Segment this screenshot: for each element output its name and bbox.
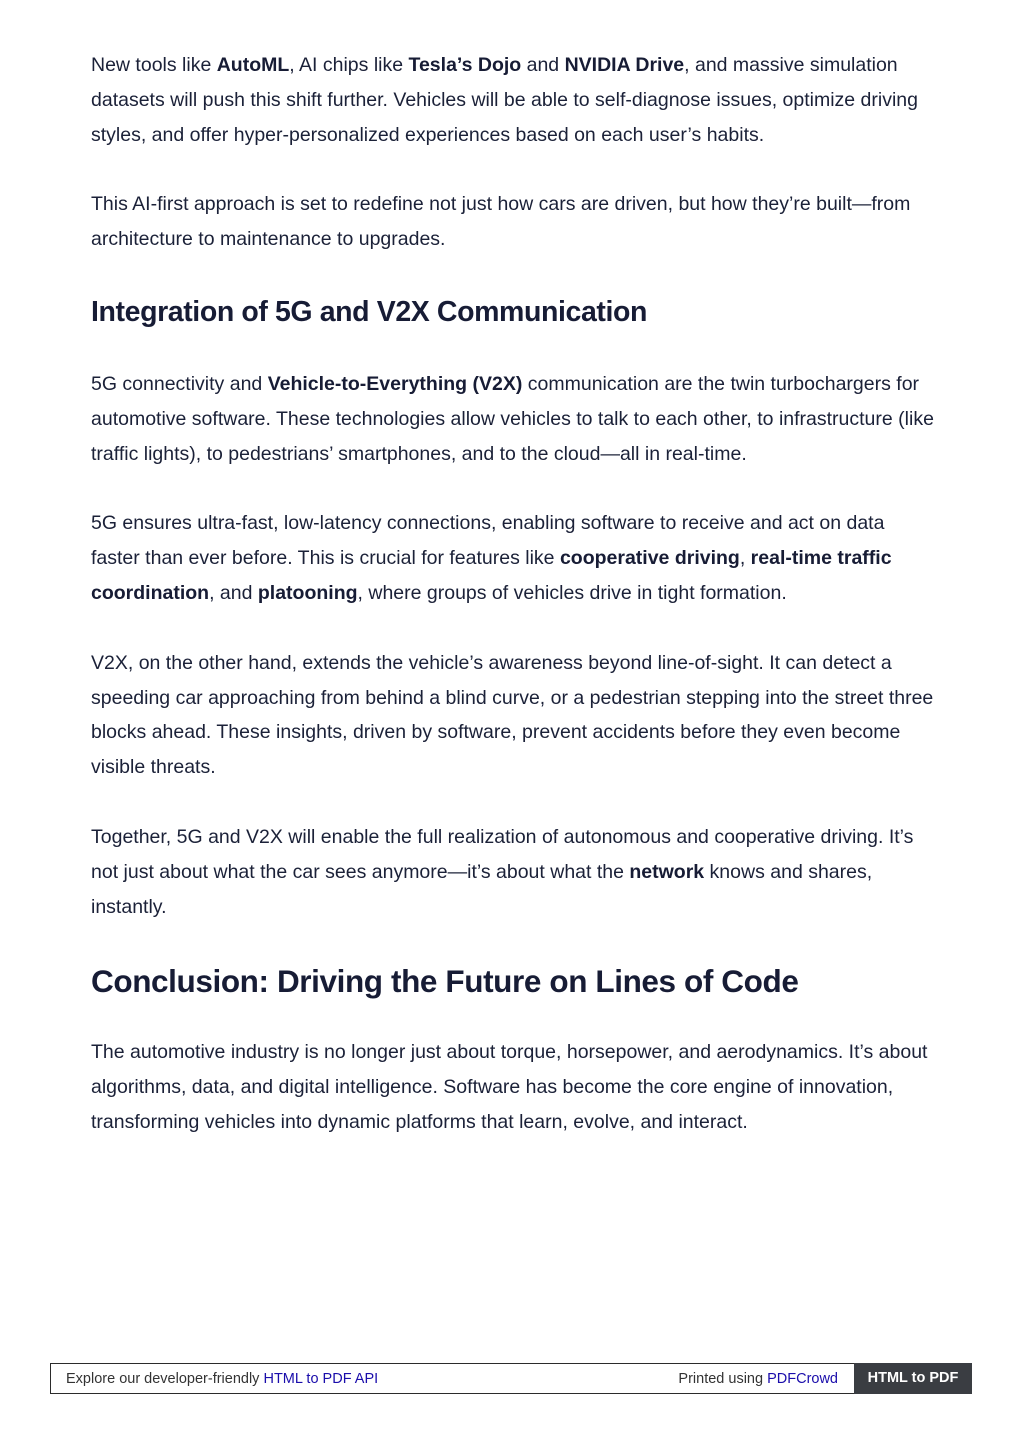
heading-conclusion: Conclusion: Driving the Future on Lines of Code [91, 963, 799, 1000]
html-to-pdf-badge[interactable]: HTML to PDF [854, 1363, 972, 1394]
text-run: , AI chips like [289, 54, 409, 76]
pdf-footer-bar [50, 1363, 972, 1394]
text-run: , and [209, 581, 258, 604]
paragraph-5g-v2x-intro [91, 367, 936, 471]
text-run: , [739, 547, 751, 570]
bold-term-traffic-coordination: real-time traffic coordination [91, 547, 892, 604]
footer-printed [678, 1371, 838, 1387]
paragraph-together [91, 820, 936, 924]
bold-term-tesla-dojo: Tesla’s Dojo [408, 54, 522, 76]
paragraph-automl [91, 48, 936, 152]
pdfcrowd-link[interactable]: PDFCrowd [767, 1371, 838, 1387]
text-run: , and massive simulation datasets will push this shift further. Vehicles will be able to self-diagnose issues, optimize driving styles, and offer hyper-personalized experiences based on each user’s habits. [91, 54, 918, 146]
text-run: Together, 5G and V2X will enable the full realization of autonomous and cooperative driving. It’s not just about what the car sees anymore—it’s about what the [91, 825, 914, 883]
paragraph-5g-latency [91, 506, 936, 610]
bold-term-platooning: platooning [257, 581, 358, 604]
bold-term-cooperative-driving: cooperative driving [559, 547, 740, 570]
bold-term-network: network [629, 860, 705, 883]
text-run: 5G connectivity and [91, 372, 268, 395]
paragraph-v2x-awareness: V2X, on the other hand, extends the vehicle’s awareness beyond line-of-sight. It can detect a speeding car approaching from behind a blind curve, or a pedestrian stepping into the street three blocks ahead. These insights, driven by software, prevent accidents before they even become visible threats. [91, 651, 934, 779]
article-body [91, 48, 936, 1175]
bold-term-v2x: Vehicle-to-Everything (V2X) [267, 372, 523, 395]
footer-explore-text: Explore our developer-friendly [66, 1371, 264, 1387]
paragraph-conclusion: The automotive industry is no longer just about torque, horsepower, and aerodynamics. It’s about algorithms, data, and digital intelligence. Software has become the core engine of innovation, transforming vehicles into dynamic platforms that learn, evolve, and interact. [91, 1041, 928, 1133]
bold-term-nvidia-drive: NVIDIA Drive [564, 54, 685, 76]
bold-term-automl: AutoML [216, 54, 290, 76]
heading-integration-5g-v2x: Integration of 5G and V2X Communication [91, 295, 648, 328]
text-run: knows and shares, instantly. [91, 860, 873, 918]
footer-printed-text: Printed using [678, 1371, 768, 1387]
paragraph-ai-first: This AI-first approach is set to redefine not just how cars are driven, but how they’re built—from architecture to maintenance to upgrades. [91, 193, 911, 251]
text-run: 5G ensures ultra-fast, low-latency connections, enabling software to receive and act on data faster than ever before. This is crucial for features like [91, 512, 885, 570]
text-run: New tools like [91, 54, 217, 76]
html-to-pdf-api-link[interactable]: HTML to PDF API [263, 1371, 379, 1387]
text-run: , where groups of vehicles drive in tight formation. [357, 581, 787, 604]
text-run: and [521, 54, 565, 76]
footer-explore [66, 1371, 378, 1387]
text-run: communication are the twin turbochargers for automotive software. These technologies allow vehicles to talk to each other, to infrastructure (like traffic lights), to pedestrians’ smartphones, and to the cloud—all in real-time. [91, 372, 934, 465]
